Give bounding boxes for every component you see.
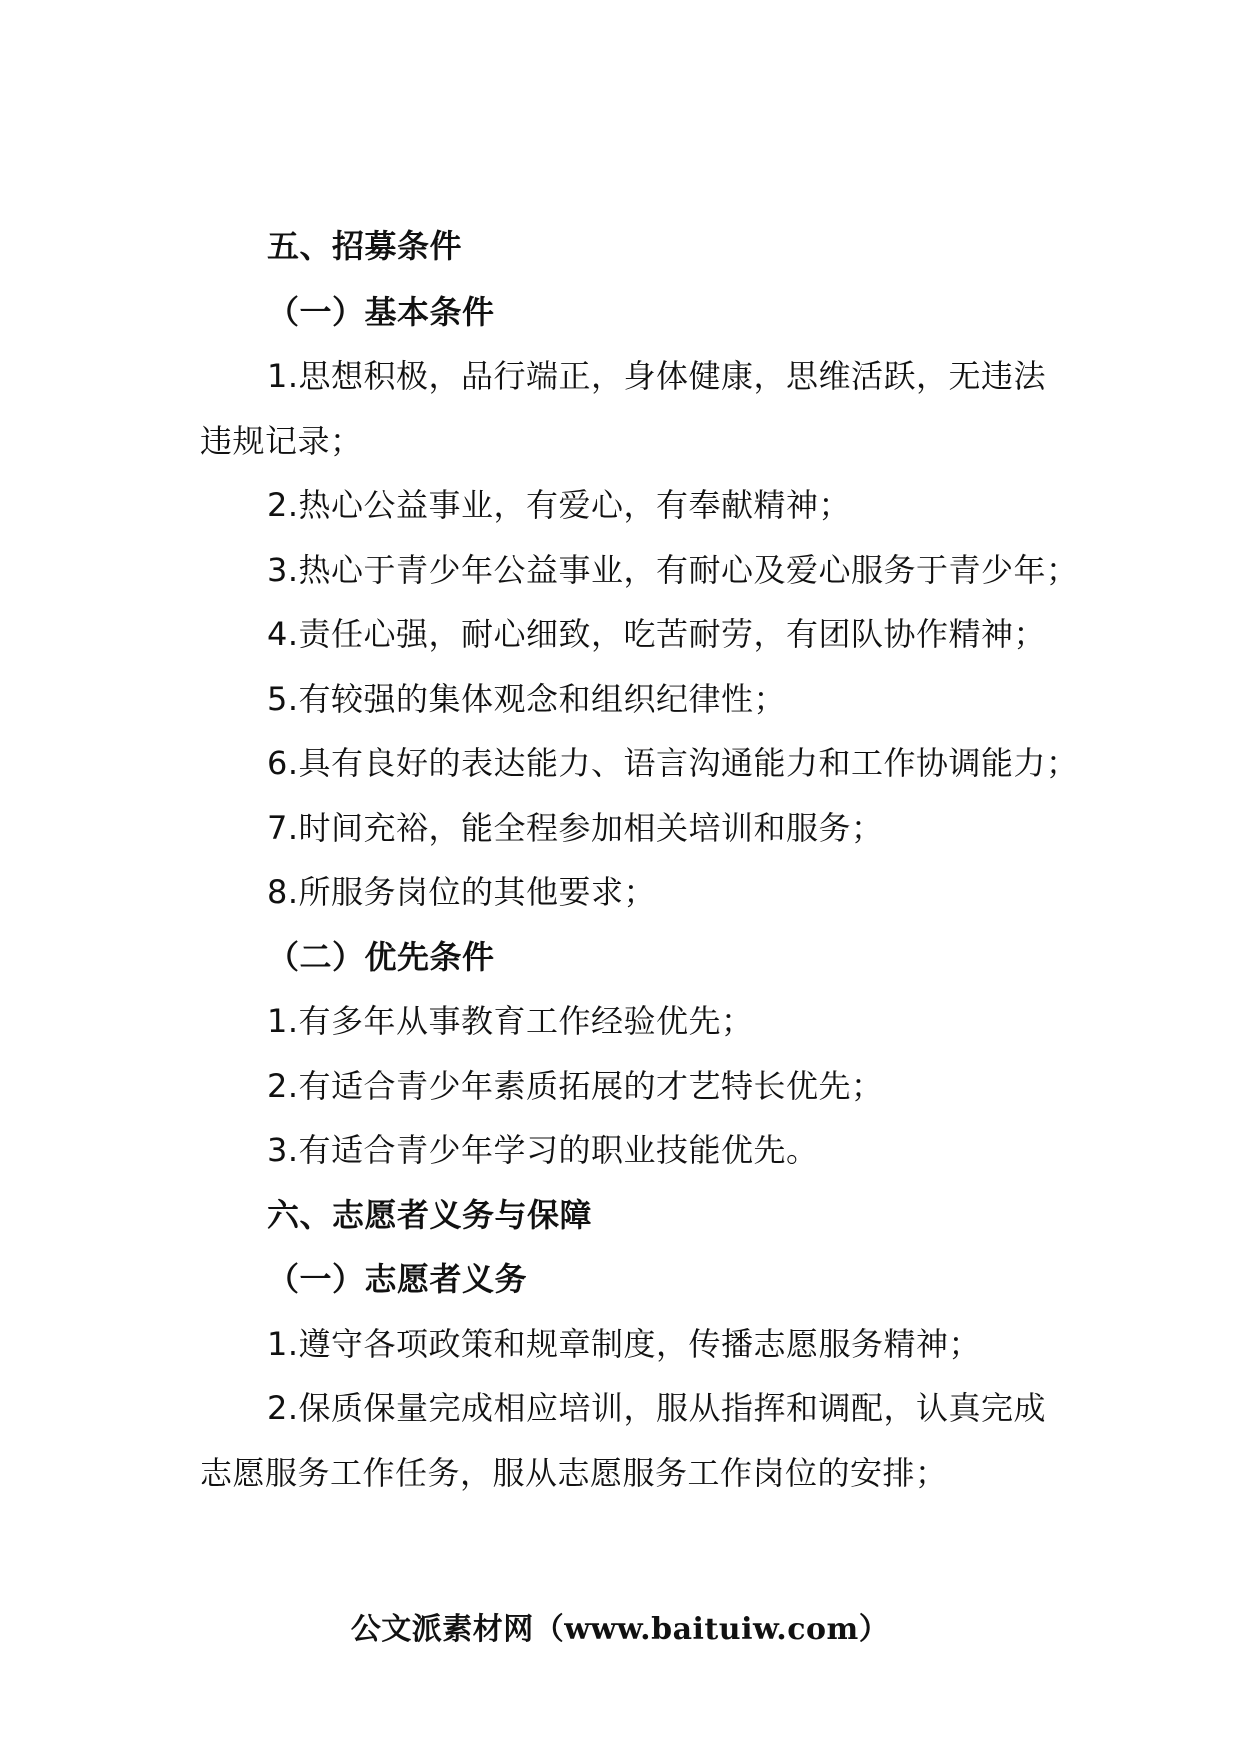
priority-item-3: 3.有适合青少年学习的职业技能优先。	[267, 1131, 819, 1169]
duties-heading: （一）志愿者义务	[267, 1260, 528, 1298]
basic-item-4: 4.责任心强，耐心细致，吃苦耐劳，有团队协作精神；	[267, 615, 1047, 653]
priority-item-2: 2.有适合青少年素质拓展的才艺特长优先；	[267, 1067, 884, 1105]
basic-item-1-line-2: 违规记录；	[200, 422, 363, 460]
duties-item-2-line-1: 2.保质保量完成相应培训，服从指挥和调配，认真完成	[267, 1389, 1047, 1427]
footer-watermark: 公文派素材网（www.baituiw.com）	[350, 1612, 890, 1647]
priority-item-1: 1.有多年从事教育工作经验优先；	[267, 1002, 754, 1040]
basic-item-2: 2.热心公益事业，有爱心，有奉献精神；	[267, 486, 852, 524]
basic-item-6: 6.具有良好的表达能力、语言沟通能力和工作协调能力；	[267, 744, 1079, 782]
basic-item-7: 7.时间充裕，能全程参加相关培训和服务；	[267, 809, 884, 847]
basic-conditions-heading: （一）基本条件	[267, 293, 495, 331]
duties-item-2-line-2: 志愿服务工作任务，服从志愿服务工作岗位的安排；	[200, 1454, 948, 1492]
basic-item-1-line-1: 1.思想积极，品行端正，身体健康，思维活跃，无违法	[267, 357, 1047, 395]
section6-heading: 六、志愿者义务与保障	[267, 1196, 593, 1234]
basic-item-5: 5.有较强的集体观念和组织纪律性；	[267, 680, 787, 718]
priority-conditions-heading: （二）优先条件	[267, 938, 495, 976]
basic-item-3: 3.热心于青少年公益事业，有耐心及爱心服务于青少年；	[267, 551, 1079, 589]
basic-item-8: 8.所服务岗位的其他要求；	[267, 873, 657, 911]
duties-item-1: 1.遵守各项政策和规章制度，传播志愿服务精神；	[267, 1325, 982, 1363]
section5-heading: 五、招募条件	[267, 227, 463, 265]
